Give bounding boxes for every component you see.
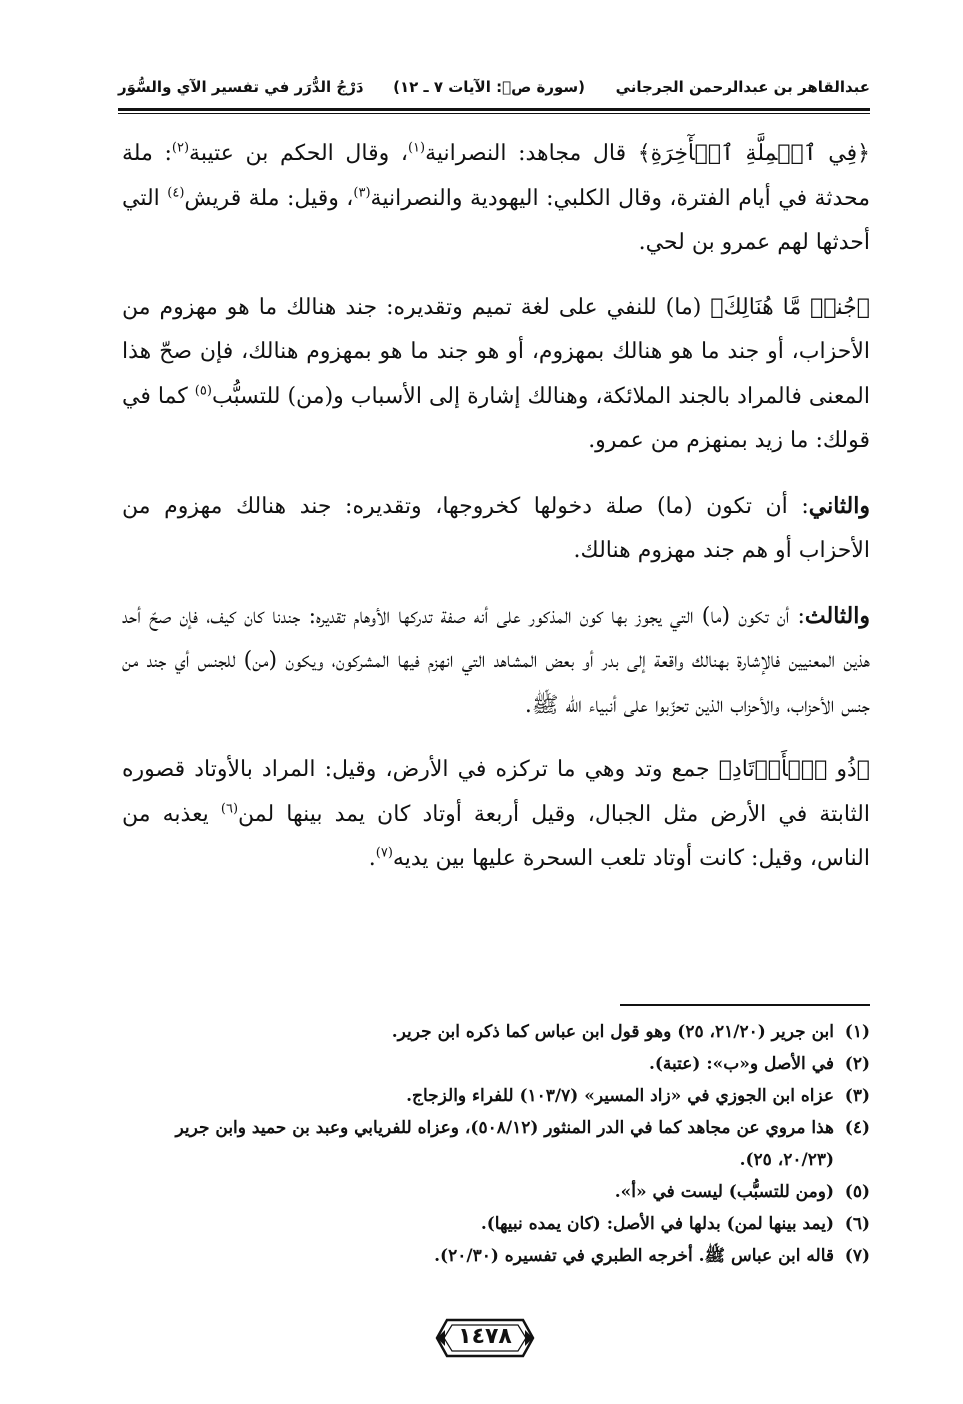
header-rule-thin	[118, 113, 870, 114]
footnote-number: (٣)	[844, 1086, 870, 1106]
paragraph-text: : أن تكون (ما) صلة دخولها كخروجها، وتقديره: جند هنالك مهزوم من الأحزاب أو هم جند مهزوم هنالك.	[122, 493, 870, 563]
header-rule	[118, 108, 870, 111]
quran-verse: ﴿جُندٞ مَّا هُنَالِكَ﴾	[710, 294, 870, 320]
paragraph-text: يعذبه من الناس، وقيل: كانت أوتاد تلعب السحرة عليها بين يديه	[122, 801, 870, 871]
footnote-text: هذا مروي عن مجاهد كما في الدر المنثور (٥٠٨/١٢)، وعزاه للفريابي وعبد بن حميد وابن جرير (٢٠/٢٣، ٢٥).	[175, 1118, 834, 1170]
footnote-item	[120, 1208, 870, 1240]
footnote-number: (٦)	[844, 1214, 870, 1234]
footnote-number: (٤)	[844, 1118, 870, 1138]
footnote-item	[120, 1080, 870, 1112]
footnote-number: (١)	[844, 1022, 870, 1042]
paragraph-second	[122, 484, 870, 574]
quran-verse: ﴿ذُو ٱلۡأَوۡتَادِ﴾	[718, 757, 871, 782]
paragraph-text: كما في قولك: ما زيد بمنهزم من عمرو.	[122, 383, 870, 453]
footnote-ref: (٣)	[353, 185, 371, 201]
footnote-text: (يمد بينها لمن) بدلها في الأصل: (كان يمده نبيها).	[480, 1214, 834, 1234]
paragraph-text: .	[368, 846, 376, 871]
footnote-item	[120, 1240, 870, 1272]
paragraph-lead: والثالث	[804, 602, 870, 629]
footnote-item	[120, 1112, 870, 1176]
paragraph-text: : أن تكون (ما) التي يجوز بها كون المذكور على أنه صفة تدركها الأوهام تقديره: جندنا كان كيف، فإن صحّ أحد هذين المعنيين فالإشارة بهنالك واقعة إلى بدر أو بعض المشاهد التي انهزم فيها المشركون، ويكون (من) للجنس أي جند من جنس الأحزاب، والأحزاب الذين تحزّبوا على أنبياء الله ﷺ.	[122, 603, 870, 718]
paragraph-text: قال مجاهد: النصرانية	[425, 141, 638, 166]
paragraph-milla	[122, 132, 870, 266]
footnote-number: (٢)	[844, 1054, 870, 1074]
paragraph-text: : ملة محدثة في أيام الفترة، وقال الكلبي: اليهودية والنصرانية	[122, 141, 870, 211]
paragraph-text: ، وقال الحكم بن عتيبة	[189, 141, 408, 166]
paragraph-third	[122, 594, 870, 729]
footnote-item	[120, 1176, 870, 1208]
paragraph-text: جمع وتد وهي ما تركزه في الأرض، وقيل: المراد بالأوتاد قصوره الثابتة في الأرض مثل الجبال، وقيل أربعة أوتاد كان يمد بينها لمن	[122, 757, 870, 827]
header-author: عبدالقاهر بن عبدالرحمن الجرجاني	[615, 78, 870, 96]
footnote-text: ابن جرير (٢١/٢٠، ٢٥) وهو قول ابن عباس كما ذكره ابن جرير.	[391, 1022, 834, 1042]
footnote-text: في الأصل و«ب»: (عتبة).	[648, 1054, 834, 1074]
running-header	[118, 72, 870, 104]
footnote-number: (٥)	[844, 1182, 870, 1202]
paragraph-lead: والثاني	[808, 492, 870, 519]
footnote-item	[120, 1048, 870, 1080]
page-number: ١٤٧٨	[458, 1324, 512, 1349]
footnote-number: (٧)	[844, 1246, 870, 1266]
footnote-text: قاله ابن عباس ﷺ. أخرجه الطبري في تفسيره (٢٠/٣٠).	[434, 1246, 834, 1266]
paragraph-text: التي أحدثها لهم عمرو بن لحي.	[122, 185, 870, 255]
footnote-ref: (١)	[407, 140, 426, 156]
footnote-separator	[620, 1004, 870, 1006]
header-book-title: دَرْجُ الدُّرَر في تفسير الآي والسُّوَر	[118, 78, 364, 96]
footnotes	[120, 1016, 870, 1272]
paragraph-awtad	[122, 748, 870, 882]
paragraph-text: (ما) للنفي على لغة تميم وتقديره: جند هنالك ما هو مهزوم من الأحزاب، أو جند ما هو هنالك بمهزوم، أو هو جند ما هو بمهزوم هنالك، فإن صحّ هذا المعنى فالمراد بالجند الملائكة، وهنالك إشارة إلى الأسباب و(من) للتسبُّب	[122, 294, 870, 409]
footnote-text: (ومن للتسبُّب) ليست في «أ».	[614, 1182, 834, 1202]
footnote-item	[120, 1016, 870, 1048]
footnote-text: عزاه ابن الجوزي في «زاد المسير» (١٠٣/٧) للفراء والزجاج.	[406, 1086, 834, 1106]
footnote-ref: (٢)	[171, 140, 190, 156]
main-text	[122, 132, 870, 902]
paragraph-text: ، وقيل: ملة قريش	[184, 185, 354, 211]
page-number-ornament	[435, 1316, 535, 1360]
footnote-ref: (٧)	[375, 845, 393, 861]
paragraph-jund	[122, 286, 870, 464]
footnote-ref: (٥)	[194, 383, 212, 399]
footnote-ref: (٦)	[220, 801, 239, 817]
header-surah-verses: (سورة صۤ: الآيات ٧ ـ ١٢)	[393, 78, 585, 96]
quran-verse: ﴿فِي ٱلۡمِلَّةِ ٱلۡأٓخِرَةِ﴾	[637, 141, 870, 166]
footnote-ref: (٤)	[167, 185, 185, 201]
